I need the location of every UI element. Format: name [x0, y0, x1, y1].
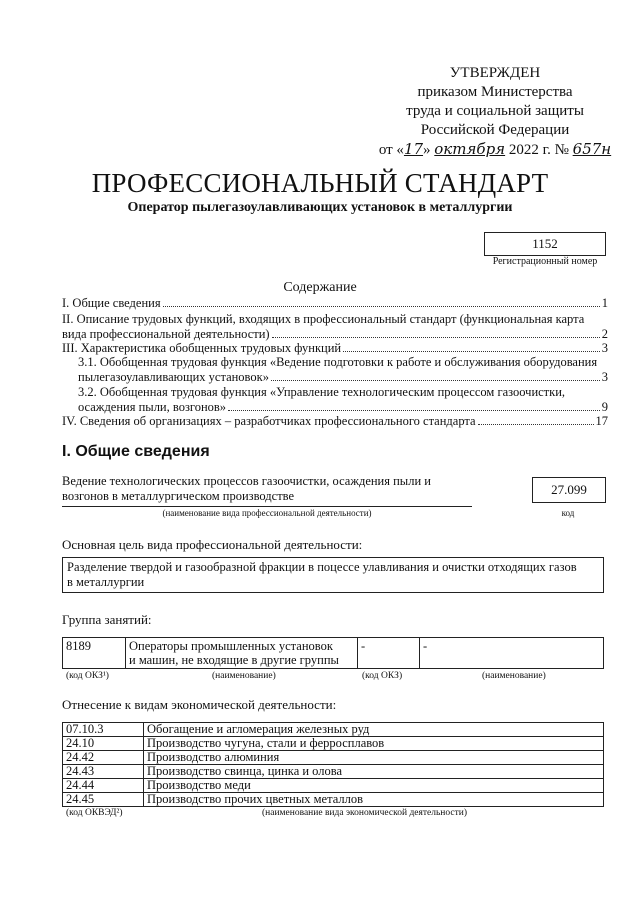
approval-order-line: приказом Министерства [417, 84, 573, 100]
occupation-group-label: Группа занятий: [62, 612, 152, 627]
occupation-table: 8189 Операторы промышленных установок и машин, не входящие в другие группы - - (код ОКЗ¹) (наименование) (код ОКЗ) (наименование) [62, 637, 604, 683]
activity-name: Ведение технологических процессов газоочистки, осаждения пыли и возгонов в металлургическом производстве [62, 474, 431, 503]
table-row: 24.45 Производство прочих цветных металлов [63, 793, 604, 807]
activity-code-caption: код [561, 508, 575, 518]
toc-item[interactable]: 3.1. Обобщенная трудовая функция «Ведение подготовки к работе и обслуживания оборудования пылегазоулавливающих установок» 3 [78, 355, 608, 384]
table-row: 24.43 Производство свинца, цинка и олова [63, 765, 604, 779]
toc-item[interactable]: II. Описание трудовых функций, входящих в профессиональный стандарт (функциональная карта вида профессиональной деятельности) 2 [62, 312, 608, 341]
approval-block [375, 64, 615, 160]
approval-country-line: Российской Федерации [420, 122, 570, 138]
approval-heading: УТВЕРЖДЕН [449, 65, 541, 81]
table-row: 24.44 Производство меди [63, 779, 604, 793]
activity-caption: (наименование вида профессиональной деятельности) [162, 508, 372, 518]
activity-underline [62, 506, 472, 507]
occupation-code: 8189 [63, 638, 126, 669]
registration-number-label: Регистрационный номер [492, 256, 598, 267]
document-title: ПРОФЕССИОНАЛЬНЫЙ СТАНДАРТ [91, 168, 549, 198]
goal-box: Разделение твердой и газообразной фракции в поцессе улавливания и очистки отходящих газов в металлургии [62, 557, 604, 593]
toc-item[interactable]: 3.2. Обобщенная трудовая функция «Управление технологическим процессом газоочистки, осаждения пыли, возгонов» 9 [78, 385, 608, 414]
section-heading: I. Общие сведения [62, 443, 210, 460]
handwritten-order-number: 657н [572, 140, 612, 158]
occupation-code-2: - [358, 638, 420, 669]
occupation-name-2: - [420, 638, 604, 669]
okved-label: Отнесение к видам экономической деятельности: [62, 697, 337, 712]
toc-heading: Содержание [283, 280, 357, 295]
document-subtitle: Оператор пылегазоулавливающих установок в металлургии [127, 200, 513, 215]
handwritten-month: октября [434, 140, 506, 158]
table-row: 07.10.3 Обогащение и агломерация железных руд [63, 723, 604, 737]
toc-item[interactable]: IV. Сведения об организациях – разработчиках профессионального стандарта 17 [62, 414, 608, 428]
goal-label: Основная цель вида профессиональной деятельности: [62, 537, 363, 552]
table-row: 24.10 Производство чугуна, стали и ферросплавов [63, 737, 604, 751]
occupation-name: Операторы промышленных установок и машин, не входящие в другие группы [126, 638, 358, 669]
registration-number-box: 1152 [484, 232, 606, 256]
approval-date-line: от «17» октября 2022 г. № 657н [378, 140, 612, 158]
handwritten-day: 17 [403, 140, 424, 158]
toc-item[interactable]: III. Характеристика обобщенных трудовых функций 3 [62, 341, 608, 355]
okved-table: 07.10.3 Обогащение и агломерация железных руд 24.10 Производство чугуна, стали и ферросплавов 24.42 Производство алюминия 24.43 Производство свинца, цинка и олова 24.44 Производство меди 24.45 Производство прочих цветных металлов (код ОКВЭД²) (наименование вида экономической деятельности) [62, 722, 604, 821]
approval-ministry-line: труда и социальной защиты [406, 103, 584, 119]
table-row: 24.42 Производство алюминия [63, 751, 604, 765]
activity-code-box: 27.099 [532, 477, 606, 503]
toc-item[interactable]: I. Общие сведения 1 [62, 296, 608, 310]
